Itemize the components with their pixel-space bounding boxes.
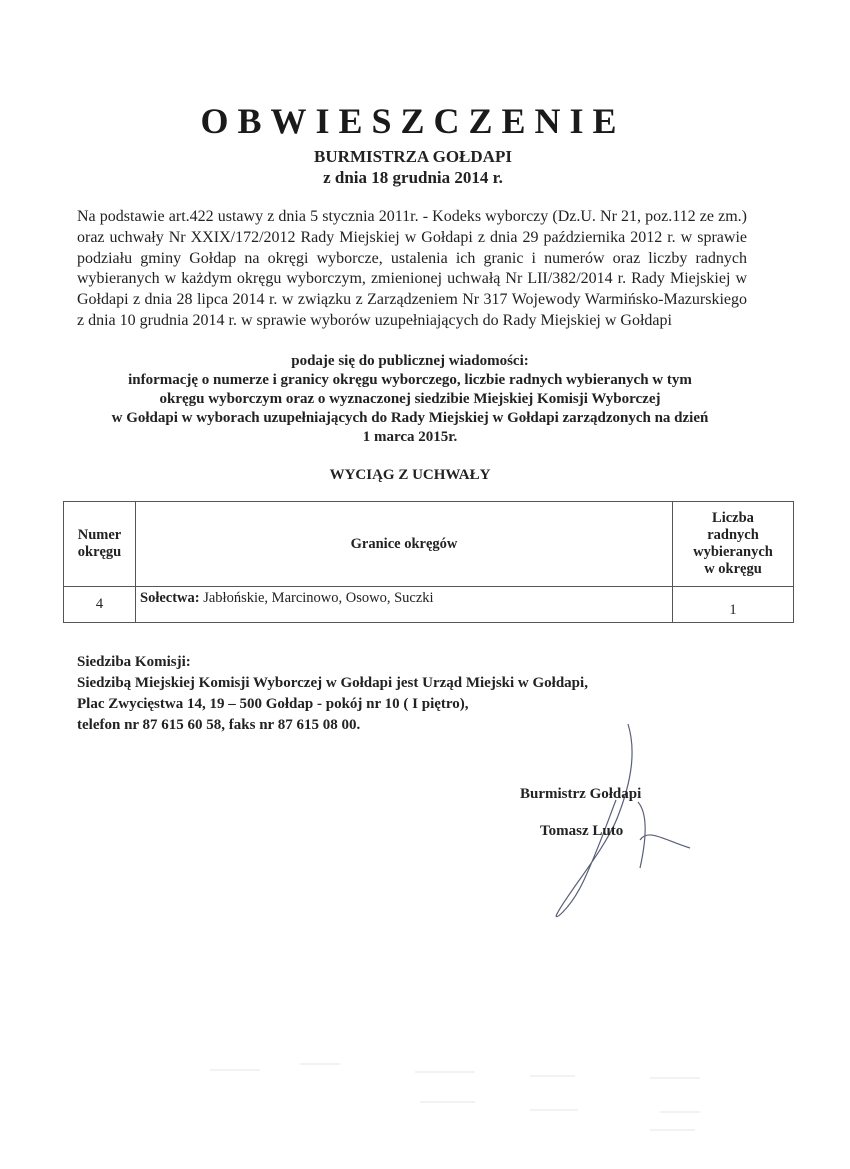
table-row <box>64 587 794 623</box>
subtitle-issuer: BURMISTRZA GOŁDAPI <box>314 147 512 166</box>
seat-location: Siedzibą Miejskiej Komisji Wyborczej w Gołdapi jest Urząd Miejski w Gołdapi, <box>77 675 588 691</box>
signatory-name: Tomasz Luto <box>540 823 624 839</box>
announcement-block <box>60 352 760 447</box>
seat-heading: Siedziba Komisji: <box>77 654 191 670</box>
document-subtitle <box>0 146 826 188</box>
announce-line-5: 1 marca 2015r. <box>362 429 458 445</box>
announce-line-2: informację o numerze i granicy okręgu wyborczego, liczbie radnych wybieranych w tym <box>128 372 692 388</box>
signatory-role: Burmistrz Gołdapi <box>520 786 642 802</box>
table-header-row <box>64 502 794 587</box>
seat-contact: telefon nr 87 615 60 58, faks nr 87 615 08 00. <box>77 717 361 733</box>
handwritten-signature <box>540 720 700 920</box>
districts-table <box>63 501 794 623</box>
announce-line-4: w Gołdapi w wyborach uzupełniających do Rady Miejskiej w Gołdapi zarządzonych na dzień <box>111 410 709 426</box>
header-councillor-count: Liczba radnych wybieranych w okręgu <box>673 502 794 587</box>
boundaries-value: Jabłońskie, Marcinowo, Osowo, Suczki <box>199 590 434 606</box>
seat-address: Plac Zwycięstwa 14, 19 – 500 Gołdap - pokój nr 10 ( I piętro), <box>77 696 469 712</box>
subtitle-date: z dnia 18 grudnia 2014 r. <box>323 168 503 187</box>
announce-line-1: podaje się do publicznej wiadomości: <box>291 353 529 369</box>
extract-heading: WYCIĄG Z UCHWAŁY <box>329 467 491 483</box>
cell-boundaries <box>136 587 673 623</box>
cell-councillor-count: 1 <box>673 587 794 623</box>
announce-line-3: okręgu wyborczym oraz o wyznaczonej siedzibie Miejskiej Komisji Wyborczej <box>159 391 661 407</box>
legal-basis-paragraph: Na podstawie art.422 ustawy z dnia 5 stycznia 2011r. - Kodeks wyborczy (Dz.U. Nr 21, poz.112 ze zm.) oraz uchwały Nr XXIX/172/2012 Rady Miejskiej w Gołdapi z dnia 29 października 2012 r. w sprawie podziału gminy Gołdap na okręgi wyborcze, ustalenia ich granic i numerów oraz liczby radnych wybieranych w każdym okręgu wyborczym, zmienionej uchwałą Nr LII/382/2014 r. Rady Miejskiej w Gołdapi z dnia 28 lipca 2014 r. w związku z Zarządzeniem Nr 317 Wojewody Warmińsko-Mazurskiego z dnia 10 grudnia 2014 r. w sprawie wyborów uzupełniających do Rady Miejskiej w Gołdapi <box>77 208 747 329</box>
boundaries-label: Sołectwa: <box>140 590 200 606</box>
header-boundaries: Granice okręgów <box>136 502 673 587</box>
bleed-through-marks <box>0 1040 850 1169</box>
cell-district-number: 4 <box>64 587 136 623</box>
header-district-number: Numer okręgu <box>64 502 136 587</box>
document-title: OBWIESZCZENIE <box>200 101 626 141</box>
